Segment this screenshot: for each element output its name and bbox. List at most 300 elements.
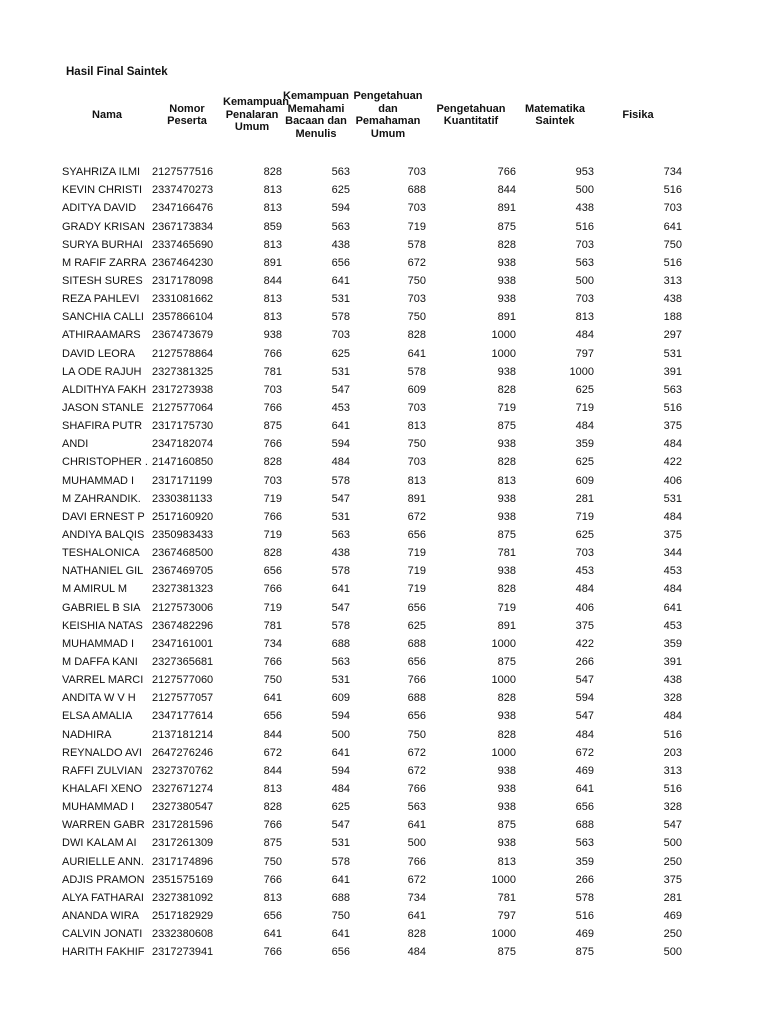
table-row: [62, 326, 682, 344]
cell-matematika-saintek: 375: [575, 619, 594, 632]
cell-kemampuan-memahami-bacaan: 688: [331, 891, 350, 904]
header-kemampuan-penalaran-umum: Kemampuan Penalaran Umum: [223, 96, 290, 134]
cell-nama: SANCHIA CALLI: [62, 311, 144, 324]
cell-kemampuan-memahami-bacaan: 641: [331, 873, 350, 886]
table-row: [62, 653, 682, 671]
header-pengetahuan-kuantitatif: Pengetahuan Kuantitatif: [436, 102, 506, 127]
cell-kemampuan-memahami-bacaan: 625: [331, 184, 350, 197]
cell-nomor-peserta: 2127577060: [152, 674, 214, 687]
cell-nomor-peserta: 2127573006: [152, 601, 214, 614]
cell-kemampuan-memahami-bacaan: 563: [331, 220, 350, 233]
table-row: [62, 381, 682, 399]
cell-nama: DWI KALAM AI: [62, 837, 137, 850]
cell-nama: MUHAMMAD I: [62, 474, 135, 487]
cell-matematika-saintek: 266: [575, 656, 594, 668]
cell-kemampuan-memahami-bacaan: 609: [331, 692, 350, 705]
cell-fisika: 391: [663, 365, 682, 378]
cell-kemampuan-memahami-bacaan: 453: [331, 402, 350, 415]
cell-kemampuan-memahami-bacaan: 594: [331, 710, 350, 723]
cell-pengetahuan-kuantitatif: 1000: [491, 928, 516, 941]
cell-fisika: 500: [663, 837, 682, 850]
cell-pengetahuan-kuantitatif: 875: [497, 220, 516, 233]
cell-kemampuan-penalaran-umum: 859: [263, 220, 282, 233]
cell-pengetahuan-pemahaman-umum: 578: [407, 238, 426, 251]
cell-pengetahuan-pemahaman-umum: 719: [407, 220, 426, 233]
cell-nomor-peserta: 2347161001: [152, 637, 214, 650]
cell-matematika-saintek: 500: [575, 184, 594, 197]
cell-fisika: 703: [663, 202, 682, 215]
cell-pengetahuan-pemahaman-umum: 813: [407, 474, 426, 487]
cell-nomor-peserta: 2367482296: [152, 619, 214, 632]
cell-matematika-saintek: 703: [575, 293, 594, 306]
table-row: [62, 472, 682, 490]
cell-fisika: 516: [663, 402, 682, 415]
cell-matematika-saintek: 641: [575, 782, 594, 795]
header-pengetahuan-pemahaman-umum: Pengetahuan dan Pemahaman Umum: [353, 90, 423, 140]
table-row: [62, 363, 682, 381]
cell-kemampuan-penalaran-umum: 656: [263, 565, 282, 578]
cell-nomor-peserta: 2327381323: [152, 583, 214, 596]
cell-pengetahuan-pemahaman-umum: 703: [407, 456, 426, 469]
cell-kemampuan-penalaran-umum: 656: [263, 710, 282, 723]
cell-pengetahuan-pemahaman-umum: 672: [407, 873, 426, 886]
cell-pengetahuan-kuantitatif: 938: [497, 764, 516, 777]
cell-pengetahuan-kuantitatif: 828: [497, 692, 516, 705]
cell-nama: DAVID LEORA: [62, 347, 136, 360]
header-nama: Nama: [92, 108, 122, 121]
cell-nama: ANDI: [62, 438, 89, 451]
cell-fisika: 516: [663, 256, 682, 269]
table-row: [62, 254, 682, 272]
cell-nama: SURYA BURHAI: [62, 238, 143, 251]
cell-pengetahuan-kuantitatif: 938: [497, 256, 516, 269]
header-fisika: Fisika: [622, 108, 654, 121]
cell-pengetahuan-pemahaman-umum: 625: [407, 619, 426, 632]
cell-matematika-saintek: 266: [575, 873, 594, 886]
page-title: Hasil Final Saintek: [66, 66, 168, 78]
cell-nama: REYNALDO AVI: [62, 746, 142, 759]
cell-pengetahuan-pemahaman-umum: 672: [407, 746, 426, 759]
cell-pengetahuan-pemahaman-umum: 703: [407, 166, 426, 179]
cell-kemampuan-penalaran-umum: 828: [263, 801, 282, 814]
cell-kemampuan-memahami-bacaan: 594: [331, 438, 350, 451]
cell-matematika-saintek: 813: [575, 311, 594, 324]
cell-pengetahuan-pemahaman-umum: 734: [407, 891, 426, 904]
cell-kemampuan-memahami-bacaan: 578: [331, 855, 350, 868]
cell-nomor-peserta: 2367473679: [152, 329, 214, 342]
cell-matematika-saintek: 703: [575, 547, 594, 560]
cell-fisika: 547: [663, 819, 682, 832]
cell-kemampuan-penalaran-umum: 750: [263, 674, 282, 687]
cell-pengetahuan-pemahaman-umum: 641: [407, 819, 426, 832]
cell-kemampuan-memahami-bacaan: 641: [331, 928, 350, 941]
cell-fisika: 641: [663, 601, 682, 614]
cell-pengetahuan-pemahaman-umum: 672: [407, 510, 426, 523]
cell-nomor-peserta: 2327370762: [152, 764, 214, 777]
cell-fisika: 391: [663, 656, 682, 668]
cell-pengetahuan-kuantitatif: 797: [497, 909, 516, 922]
table-row: [62, 671, 682, 689]
cell-nama: M ZAHRANDIK.: [62, 492, 141, 505]
cell-pengetahuan-pemahaman-umum: 828: [407, 928, 426, 941]
cell-pengetahuan-kuantitatif: 875: [497, 529, 516, 542]
cell-kemampuan-memahami-bacaan: 625: [331, 347, 350, 360]
table-row: [62, 435, 682, 453]
table-row: [62, 689, 682, 707]
cell-pengetahuan-pemahaman-umum: 656: [407, 529, 426, 542]
cell-nomor-peserta: 2317273941: [152, 946, 214, 959]
cell-pengetahuan-kuantitatif: 938: [497, 837, 516, 850]
cell-nomor-peserta: 2317261309: [152, 837, 214, 850]
cell-fisika: 281: [663, 891, 682, 904]
cell-fisika: 359: [663, 637, 682, 650]
cell-fisika: 328: [663, 692, 682, 705]
cell-fisika: 531: [663, 347, 682, 360]
cell-kemampuan-penalaran-umum: 766: [263, 438, 282, 451]
cell-pengetahuan-kuantitatif: 781: [497, 891, 516, 904]
cell-pengetahuan-kuantitatif: 938: [497, 438, 516, 451]
cell-matematika-saintek: 1000: [569, 365, 594, 378]
cell-nomor-peserta: 2347166476: [152, 202, 214, 215]
cell-nama: SYAHRIZA ILMI: [62, 166, 141, 179]
cell-matematika-saintek: 953: [575, 166, 594, 179]
cell-kemampuan-memahami-bacaan: 641: [331, 420, 350, 433]
cell-pengetahuan-pemahaman-umum: 750: [407, 728, 426, 741]
cell-nomor-peserta: 2331081662: [152, 293, 214, 306]
cell-kemampuan-penalaran-umum: 844: [263, 764, 282, 777]
cell-pengetahuan-pemahaman-umum: 750: [407, 438, 426, 451]
cell-nama: KHALAFI XENO: [62, 782, 143, 795]
cell-pengetahuan-kuantitatif: 938: [497, 782, 516, 795]
cell-kemampuan-penalaran-umum: 641: [263, 692, 282, 705]
cell-nomor-peserta: 2647276246: [152, 746, 214, 759]
cell-nama: NATHANIEL GIL: [62, 565, 144, 578]
cell-pengetahuan-pemahaman-umum: 688: [407, 692, 426, 705]
cell-kemampuan-penalaran-umum: 703: [263, 474, 282, 487]
cell-kemampuan-penalaran-umum: 891: [263, 256, 282, 269]
cell-pengetahuan-kuantitatif: 781: [497, 547, 516, 560]
cell-pengetahuan-kuantitatif: 891: [497, 202, 516, 215]
cell-matematika-saintek: 547: [575, 674, 594, 687]
table-row: [62, 580, 682, 598]
cell-kemampuan-penalaran-umum: 766: [263, 510, 282, 523]
table-row: [62, 490, 682, 508]
cell-nomor-peserta: 2367468500: [152, 547, 214, 560]
table-row: [62, 744, 682, 762]
cell-kemampuan-memahami-bacaan: 531: [331, 510, 350, 523]
cell-pengetahuan-pemahaman-umum: 813: [407, 420, 426, 433]
table-row: [62, 726, 682, 744]
table-row: [62, 218, 682, 236]
cell-pengetahuan-pemahaman-umum: 656: [407, 710, 426, 723]
cell-kemampuan-penalaran-umum: 719: [263, 601, 282, 614]
cell-nama: M RAFIF ZARRA: [62, 256, 147, 269]
cell-matematika-saintek: 594: [575, 692, 594, 705]
cell-pengetahuan-pemahaman-umum: 703: [407, 293, 426, 306]
cell-kemampuan-memahami-bacaan: 641: [331, 275, 350, 288]
cell-matematika-saintek: 703: [575, 238, 594, 251]
cell-matematika-saintek: 406: [575, 601, 594, 614]
cell-kemampuan-penalaran-umum: 766: [263, 347, 282, 360]
cell-kemampuan-penalaran-umum: 938: [263, 329, 282, 342]
cell-nomor-peserta: 2337465690: [152, 238, 214, 251]
cell-nomor-peserta: 2367173834: [152, 220, 214, 233]
cell-nama: ANDITA W V H: [62, 692, 136, 705]
cell-fisika: 500: [663, 946, 682, 959]
cell-pengetahuan-pemahaman-umum: 750: [407, 311, 426, 324]
cell-matematika-saintek: 672: [575, 746, 594, 759]
cell-matematika-saintek: 797: [575, 347, 594, 360]
cell-kemampuan-penalaran-umum: 813: [263, 293, 282, 306]
cell-nomor-peserta: 2517160920: [152, 510, 214, 523]
cell-nomor-peserta: 2350983433: [152, 529, 214, 542]
cell-matematika-saintek: 625: [575, 456, 594, 469]
cell-fisika: 531: [663, 492, 682, 505]
cell-pengetahuan-pemahaman-umum: 766: [407, 855, 426, 868]
cell-matematika-saintek: 469: [575, 764, 594, 777]
cell-fisika: 438: [663, 674, 682, 687]
cell-kemampuan-penalaran-umum: 875: [263, 837, 282, 850]
cell-fisika: 188: [663, 311, 682, 324]
cell-fisika: 375: [663, 420, 682, 433]
cell-pengetahuan-kuantitatif: 875: [497, 656, 516, 668]
cell-pengetahuan-kuantitatif: 938: [497, 365, 516, 378]
cell-kemampuan-memahami-bacaan: 547: [331, 383, 350, 396]
table-row: [62, 544, 682, 562]
cell-nama: ALDITHYA FAKH: [62, 383, 147, 396]
cell-pengetahuan-kuantitatif: 938: [497, 510, 516, 523]
table-row: [62, 453, 682, 471]
cell-matematika-saintek: 688: [575, 819, 594, 832]
cell-pengetahuan-pemahaman-umum: 766: [407, 782, 426, 795]
cell-nama: TESHALONICA: [62, 547, 140, 560]
cell-matematika-saintek: 281: [575, 492, 594, 505]
table-row: [62, 290, 682, 308]
cell-fisika: 484: [663, 710, 682, 723]
table-row: [62, 617, 682, 635]
cell-fisika: 453: [663, 565, 682, 578]
cell-kemampuan-penalaran-umum: 828: [263, 547, 282, 560]
results-body: [62, 163, 682, 961]
cell-nomor-peserta: 2337470273: [152, 184, 214, 197]
cell-kemampuan-penalaran-umum: 844: [263, 275, 282, 288]
cell-matematika-saintek: 625: [575, 529, 594, 542]
table-row: [62, 236, 682, 254]
cell-kemampuan-memahami-bacaan: 531: [331, 674, 350, 687]
table-row: [62, 871, 682, 889]
cell-kemampuan-memahami-bacaan: 703: [331, 329, 350, 342]
cell-kemampuan-penalaran-umum: 766: [263, 583, 282, 596]
cell-nomor-peserta: 2127578864: [152, 347, 214, 360]
cell-matematika-saintek: 578: [575, 891, 594, 904]
cell-pengetahuan-kuantitatif: 938: [497, 492, 516, 505]
cell-kemampuan-memahami-bacaan: 594: [331, 202, 350, 215]
cell-pengetahuan-kuantitatif: 828: [497, 728, 516, 741]
cell-matematika-saintek: 625: [575, 383, 594, 396]
cell-nomor-peserta: 2317174896: [152, 855, 214, 868]
cell-kemampuan-penalaran-umum: 828: [263, 166, 282, 179]
cell-nama: ELSA AMALIA: [62, 710, 133, 723]
cell-pengetahuan-kuantitatif: 875: [497, 420, 516, 433]
cell-kemampuan-memahami-bacaan: 656: [331, 256, 350, 269]
cell-nomor-peserta: 2357866104: [152, 311, 214, 324]
cell-fisika: 484: [663, 583, 682, 596]
cell-kemampuan-penalaran-umum: 813: [263, 891, 282, 904]
cell-matematika-saintek: 438: [575, 202, 594, 215]
table-row: [62, 308, 682, 326]
table-row: [62, 272, 682, 290]
cell-nomor-peserta: 2347177614: [152, 710, 214, 723]
cell-kemampuan-penalaran-umum: 734: [263, 637, 282, 650]
cell-kemampuan-memahami-bacaan: 484: [331, 456, 350, 469]
cell-kemampuan-penalaran-umum: 641: [263, 928, 282, 941]
cell-pengetahuan-kuantitatif: 1000: [491, 746, 516, 759]
cell-pengetahuan-pemahaman-umum: 609: [407, 383, 426, 396]
cell-kemampuan-penalaran-umum: 672: [263, 746, 282, 759]
table-row: [62, 399, 682, 417]
cell-pengetahuan-kuantitatif: 891: [497, 311, 516, 324]
cell-kemampuan-penalaran-umum: 813: [263, 782, 282, 795]
header-row: [62, 85, 682, 145]
cell-nama: ALYA FATHARAI: [62, 891, 144, 904]
cell-kemampuan-penalaran-umum: 813: [263, 238, 282, 251]
cell-nomor-peserta: 2137181214: [152, 728, 214, 741]
table-row: [62, 925, 682, 943]
cell-pengetahuan-pemahaman-umum: 719: [407, 583, 426, 596]
cell-kemampuan-penalaran-umum: 766: [263, 402, 282, 415]
cell-nomor-peserta: 2347182074: [152, 438, 214, 451]
cell-matematika-saintek: 719: [575, 510, 594, 523]
cell-pengetahuan-pemahaman-umum: 500: [407, 837, 426, 850]
cell-pengetahuan-pemahaman-umum: 563: [407, 801, 426, 814]
table-row: [62, 780, 682, 798]
table-row: [62, 762, 682, 780]
cell-pengetahuan-kuantitatif: 1000: [491, 329, 516, 342]
cell-pengetahuan-kuantitatif: 828: [497, 456, 516, 469]
cell-fisika: 344: [663, 547, 682, 560]
cell-kemampuan-memahami-bacaan: 531: [331, 293, 350, 306]
cell-fisika: 250: [663, 928, 682, 941]
cell-nama: M DAFFA KANI: [62, 656, 138, 668]
cell-fisika: 750: [663, 238, 682, 251]
cell-fisika: 563: [663, 383, 682, 396]
table-row: [62, 199, 682, 217]
cell-fisika: 406: [663, 474, 682, 487]
cell-nomor-peserta: 2351575169: [152, 873, 214, 886]
cell-pengetahuan-kuantitatif: 938: [497, 565, 516, 578]
results-table: [62, 85, 682, 961]
header-nomor-peserta: Nomor Peserta: [167, 102, 207, 127]
cell-kemampuan-memahami-bacaan: 688: [331, 637, 350, 650]
cell-nomor-peserta: 2330381133: [152, 492, 213, 505]
cell-pengetahuan-pemahaman-umum: 672: [407, 764, 426, 777]
cell-kemampuan-memahami-bacaan: 547: [331, 819, 350, 832]
cell-matematika-saintek: 500: [575, 275, 594, 288]
cell-matematika-saintek: 656: [575, 801, 594, 814]
cell-nama: RAFFI ZULVIAN: [62, 764, 143, 777]
cell-fisika: 313: [663, 275, 682, 288]
table-row: [62, 599, 682, 617]
cell-pengetahuan-kuantitatif: 719: [497, 601, 516, 614]
cell-nama: M AMIRUL M: [62, 583, 127, 596]
cell-pengetahuan-kuantitatif: 891: [497, 619, 516, 632]
table-row: [62, 163, 682, 181]
cell-nomor-peserta: 2367464230: [152, 256, 214, 269]
cell-kemampuan-memahami-bacaan: 578: [331, 474, 350, 487]
cell-nama: LA ODE RAJUH: [62, 365, 142, 378]
cell-nama: SHAFIRA PUTR: [62, 420, 143, 433]
cell-pengetahuan-kuantitatif: 766: [497, 166, 516, 179]
cell-nama: ANANDA WIRA: [62, 909, 140, 922]
cell-pengetahuan-kuantitatif: 938: [497, 710, 516, 723]
table-row: [62, 181, 682, 199]
cell-nama: JASON STANLE: [62, 402, 144, 415]
cell-nama: DAVI ERNEST P: [62, 510, 145, 523]
cell-nomor-peserta: 2517182929: [152, 909, 214, 922]
cell-nama: MUHAMMAD I: [62, 801, 135, 814]
cell-kemampuan-penalaran-umum: 766: [263, 656, 282, 668]
cell-kemampuan-memahami-bacaan: 641: [331, 746, 350, 759]
header-kemampuan-memahami-bacaan: Kemampuan Memahami Bacaan dan Menulis: [283, 90, 350, 140]
cell-pengetahuan-pemahaman-umum: 703: [407, 202, 426, 215]
cell-fisika: 297: [663, 329, 682, 342]
cell-kemampuan-memahami-bacaan: 547: [331, 492, 350, 505]
cell-pengetahuan-kuantitatif: 1000: [491, 347, 516, 360]
cell-pengetahuan-pemahaman-umum: 828: [407, 329, 426, 342]
cell-kemampuan-penalaran-umum: 750: [263, 855, 282, 868]
cell-kemampuan-memahami-bacaan: 563: [331, 166, 350, 179]
cell-kemampuan-penalaran-umum: 703: [263, 383, 282, 396]
cell-kemampuan-penalaran-umum: 766: [263, 946, 282, 959]
cell-pengetahuan-kuantitatif: 1000: [491, 674, 516, 687]
cell-matematika-saintek: 516: [575, 220, 594, 233]
cell-nomor-peserta: 2127577057: [152, 692, 214, 705]
cell-kemampuan-penalaran-umum: 813: [263, 202, 282, 215]
cell-kemampuan-penalaran-umum: 813: [263, 184, 282, 197]
cell-kemampuan-penalaran-umum: 656: [263, 909, 282, 922]
cell-matematika-saintek: 719: [575, 402, 594, 415]
cell-pengetahuan-pemahaman-umum: 656: [407, 656, 426, 668]
cell-matematika-saintek: 484: [575, 329, 594, 342]
table-row: [62, 816, 682, 834]
cell-nomor-peserta: 2127577516: [152, 166, 214, 179]
cell-matematika-saintek: 422: [575, 637, 594, 650]
cell-kemampuan-memahami-bacaan: 500: [331, 728, 350, 741]
cell-pengetahuan-kuantitatif: 844: [497, 184, 516, 197]
cell-kemampuan-memahami-bacaan: 656: [331, 946, 350, 959]
cell-nama: REZA PAHLEVI: [62, 293, 140, 306]
cell-fisika: 313: [663, 764, 682, 777]
table-row: [62, 562, 682, 580]
cell-pengetahuan-kuantitatif: 938: [497, 801, 516, 814]
cell-pengetahuan-pemahaman-umum: 703: [407, 402, 426, 415]
cell-pengetahuan-pemahaman-umum: 672: [407, 256, 426, 269]
cell-nomor-peserta: 2327381092: [152, 891, 214, 904]
table-row: [62, 798, 682, 816]
cell-matematika-saintek: 563: [575, 256, 594, 269]
cell-pengetahuan-kuantitatif: 813: [497, 474, 516, 487]
cell-matematika-saintek: 484: [575, 583, 594, 596]
cell-matematika-saintek: 469: [575, 928, 594, 941]
cell-nama: KEISHIA NATAS: [62, 619, 143, 632]
cell-nama: CALVIN JONATI: [62, 928, 143, 941]
cell-kemampuan-memahami-bacaan: 563: [331, 656, 350, 668]
cell-nama: KEVIN CHRISTI: [62, 184, 143, 197]
table-row: [62, 834, 682, 852]
cell-kemampuan-penalaran-umum: 781: [263, 365, 282, 378]
cell-fisika: 469: [663, 909, 682, 922]
table-row: [62, 889, 682, 907]
